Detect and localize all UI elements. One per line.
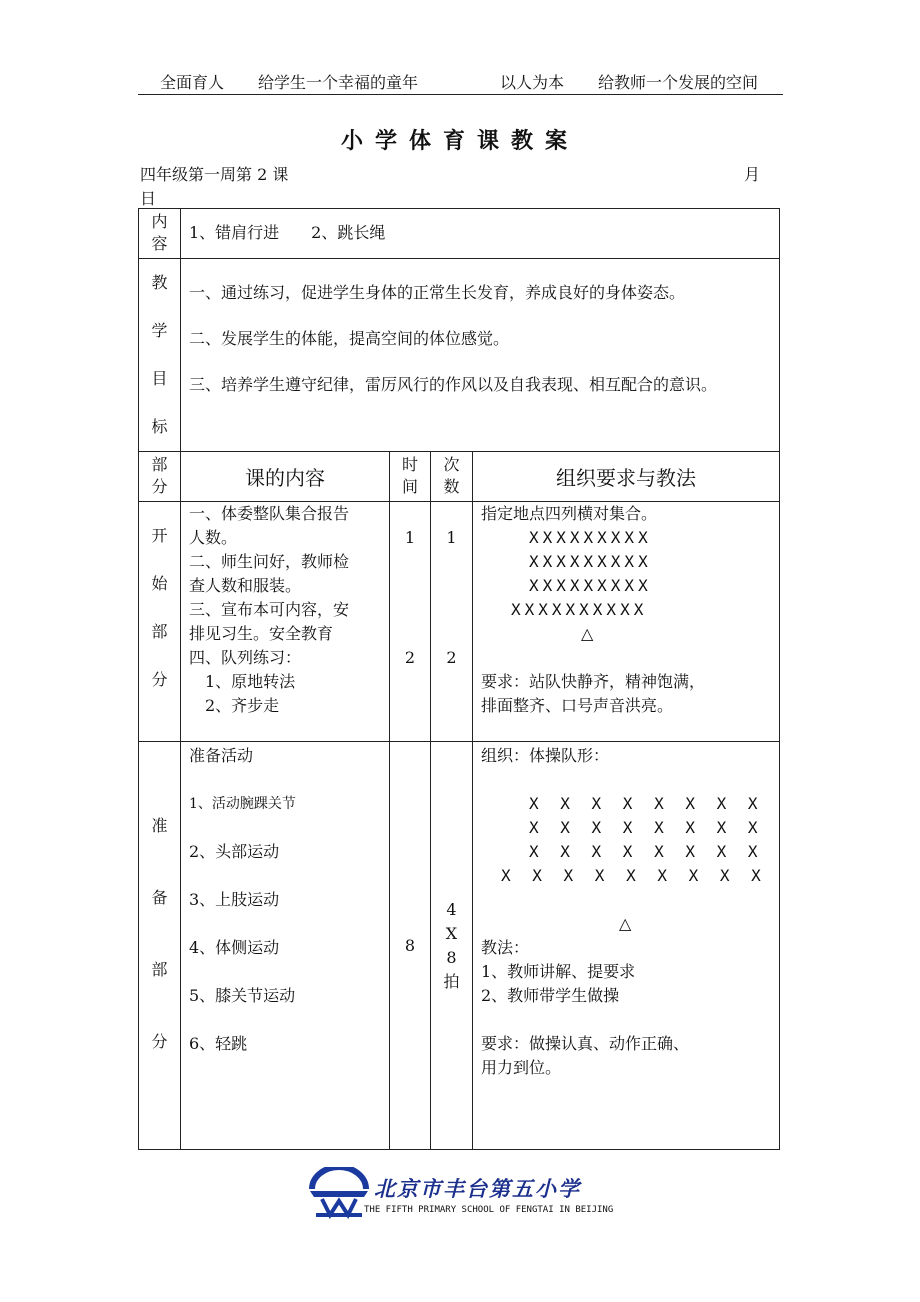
content-row: [139, 209, 780, 259]
col-lesson: 课的内容: [181, 452, 390, 502]
content-label: 内 容: [139, 209, 181, 259]
school-logo-icon: [308, 1167, 370, 1219]
start-label: 开 始 部 分: [139, 502, 181, 742]
goals-label: 教 学 目 标: [139, 259, 181, 452]
start-section-row: [139, 502, 780, 742]
prep-time: 8: [390, 742, 431, 1150]
prep-label: 准 备 部 分: [139, 742, 181, 1150]
formation-row: XXXXXXXXX: [529, 576, 652, 595]
prep-content: 准备活动 1、活动腕踝关节 2、头部运动 3、上肢运动 4、体侧运动 5、膝关节运动 6、轻跳: [181, 742, 390, 1150]
content-text: 1、错肩行进 2、跳长绳: [181, 209, 780, 259]
goal-item: 一、通过练习，促进学生身体的正常生长发育，养成良好的身体姿态。: [189, 283, 686, 302]
header-motto-4: 给教师一个发展的空间: [598, 73, 759, 92]
start-content: 一、体委整队集合报告 人数。 二、师生问好，教师检 查人数和服装。 三、宣布本可内容，安 排见习生。安全教育 四、队列练习： 1、原地转法 2、齐步走: [181, 502, 390, 742]
col-time: 时 间: [390, 452, 431, 502]
column-header-row: [139, 452, 780, 502]
prep-count: 4 X 8 拍: [431, 742, 473, 1150]
col-part: 部 分: [139, 452, 181, 502]
lesson-info: 四年级第一周第 2 课: [140, 165, 289, 184]
goals-row: [139, 259, 780, 452]
school-name-cn: 北京市丰台第五小学: [374, 1176, 581, 1201]
prep-section-row: [139, 742, 780, 1150]
goal-item: 二、发展学生的体能，提高空间的体位感觉。: [189, 329, 510, 348]
formation-row: XXXXXXXXX: [529, 552, 652, 571]
prep-method: 组织：体操队形： X X X X X X X X X X X X X X X X X X X X X X X X X X X X X X X X X △ 教法： 1、教师讲解、提要求 2、教师带学生做操 要求：做操认真、动作正确、 用力到位。: [473, 742, 780, 1150]
formation-row: XXXXXXXXX: [529, 528, 652, 547]
school-name-en: THE FIFTH PRIMARY SCHOOL OF FENGTAI IN BEIJING: [364, 1205, 614, 1215]
col-count: 次 数: [431, 452, 473, 502]
start-count: 1 2: [431, 502, 473, 742]
lesson-plan-table: [138, 208, 780, 1150]
header-motto-2: 给学生一个幸福的童年: [258, 73, 419, 92]
goals-text: [181, 259, 780, 452]
page-title: 小学体育课教案: [340, 128, 579, 154]
start-time: 1 2: [390, 502, 431, 742]
formation-row: X X X X X X X X: [529, 842, 764, 861]
formation-row: X X X X X X X X: [529, 794, 764, 813]
header-motto-1: 全面育人: [160, 73, 225, 92]
col-method: 组织要求与教法: [473, 452, 780, 502]
formation-row: X X X X X X X X: [529, 818, 764, 837]
formation-row: X X X X X X X X X: [501, 866, 767, 885]
month-label: 月: [744, 165, 761, 184]
day-label: 日: [140, 189, 157, 208]
header-divider: [138, 94, 783, 95]
school-footer: [308, 1163, 614, 1223]
start-method: 指定地点四列横对集合。 XXXXXXXXX XXXXXXXXX XXXXXXXXX XXXXXXXXXX △ 要求：站队快静齐，精神饱满， 排面整齐、口号声音洪亮。: [473, 502, 780, 742]
teacher-marker: △: [581, 624, 594, 643]
header-motto-3: 以人为本: [500, 73, 565, 92]
teacher-marker: △: [619, 914, 632, 933]
formation-row: XXXXXXXXXX: [511, 600, 648, 619]
goal-item: 三、培养学生遵守纪律，雷厉风行的作风以及自我表现、相互配合的意识。: [189, 375, 718, 394]
